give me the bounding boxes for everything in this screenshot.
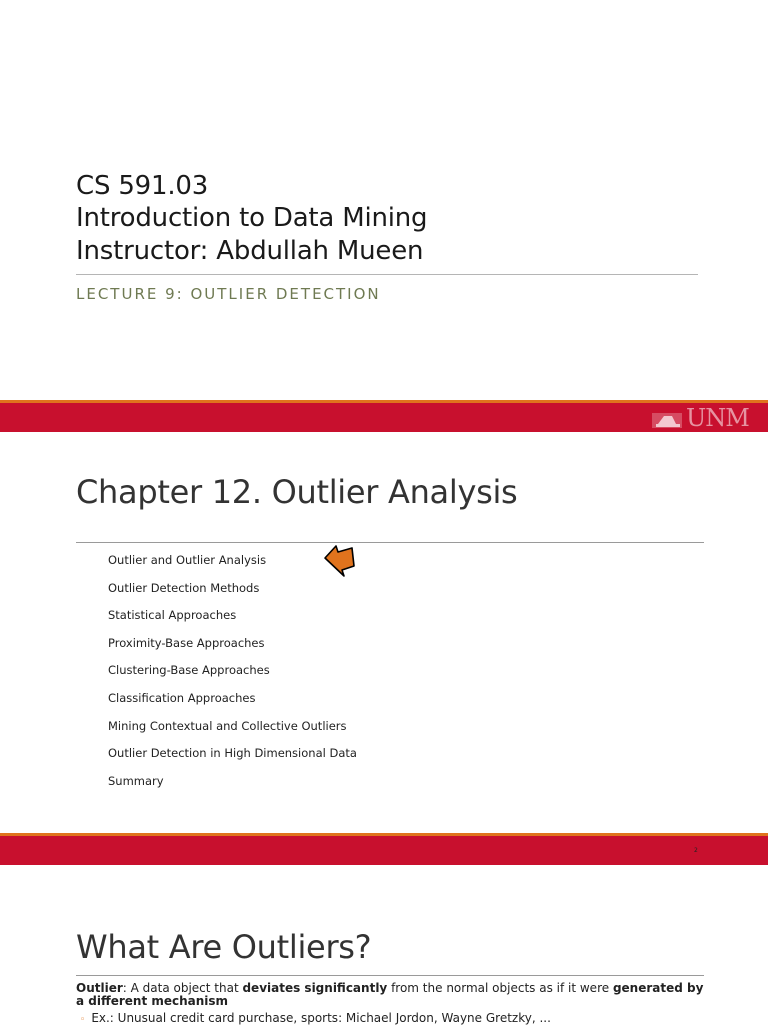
outline-item: Summary <box>108 773 164 788</box>
outline-item: Outlier and Outlier Analysis <box>108 553 267 567</box>
unm-logo-text: UNM <box>686 404 749 432</box>
chapter-title: Chapter 12. Outlier Analysis <box>76 473 518 511</box>
outline-item: Statistical Approaches <box>108 608 237 623</box>
course-code: CS 591.03 <box>76 171 209 201</box>
outline-item: Outlier Detection in High Dimensional Data <box>108 746 357 761</box>
chapter-divider <box>76 542 704 543</box>
outline-item: Outlier Detection Methods <box>108 580 260 595</box>
instructor: Instructor: Abdullah Mueen <box>76 236 424 266</box>
course-title: Introduction to Data Mining <box>76 203 428 233</box>
page-number: 2 <box>694 847 698 854</box>
outlier-definition <box>76 982 708 1008</box>
unm-shield-icon <box>652 410 682 430</box>
outline-item: Mining Contextual and Collective Outliers <box>108 718 347 733</box>
bullet-marker: ◦ <box>80 1015 86 1025</box>
example-text: Ex.: Unusual credit card purchase, sports: Michael Jordon, Wayne Gretzky, ... <box>91 1011 551 1025</box>
slide-footer-band <box>0 836 768 865</box>
outline-item: Classification Approaches <box>108 690 256 705</box>
outline-item: Clustering-Base Approaches <box>108 663 270 678</box>
def-emphasis-2: generated by a different mechanism <box>76 981 704 1008</box>
title-divider <box>76 274 698 275</box>
slide-title: What Are Outliers? <box>76 928 372 966</box>
chapter-outline <box>108 550 357 798</box>
outline-item: Proximity-Base Approaches <box>108 635 265 650</box>
def-emphasis-1: deviates significantly <box>242 981 388 995</box>
slide-title-divider <box>76 975 704 976</box>
def-text-2: from the normal objects as if it were <box>387 981 613 995</box>
def-text-1: : A data object that <box>122 981 243 995</box>
def-term: Outlier <box>76 981 123 995</box>
lecture-subtitle: LECTURE 9: OUTLIER DETECTION <box>76 285 381 303</box>
example-bullet <box>80 1011 551 1025</box>
unm-logo <box>648 406 768 432</box>
pointer-arrow-icon <box>322 542 356 578</box>
